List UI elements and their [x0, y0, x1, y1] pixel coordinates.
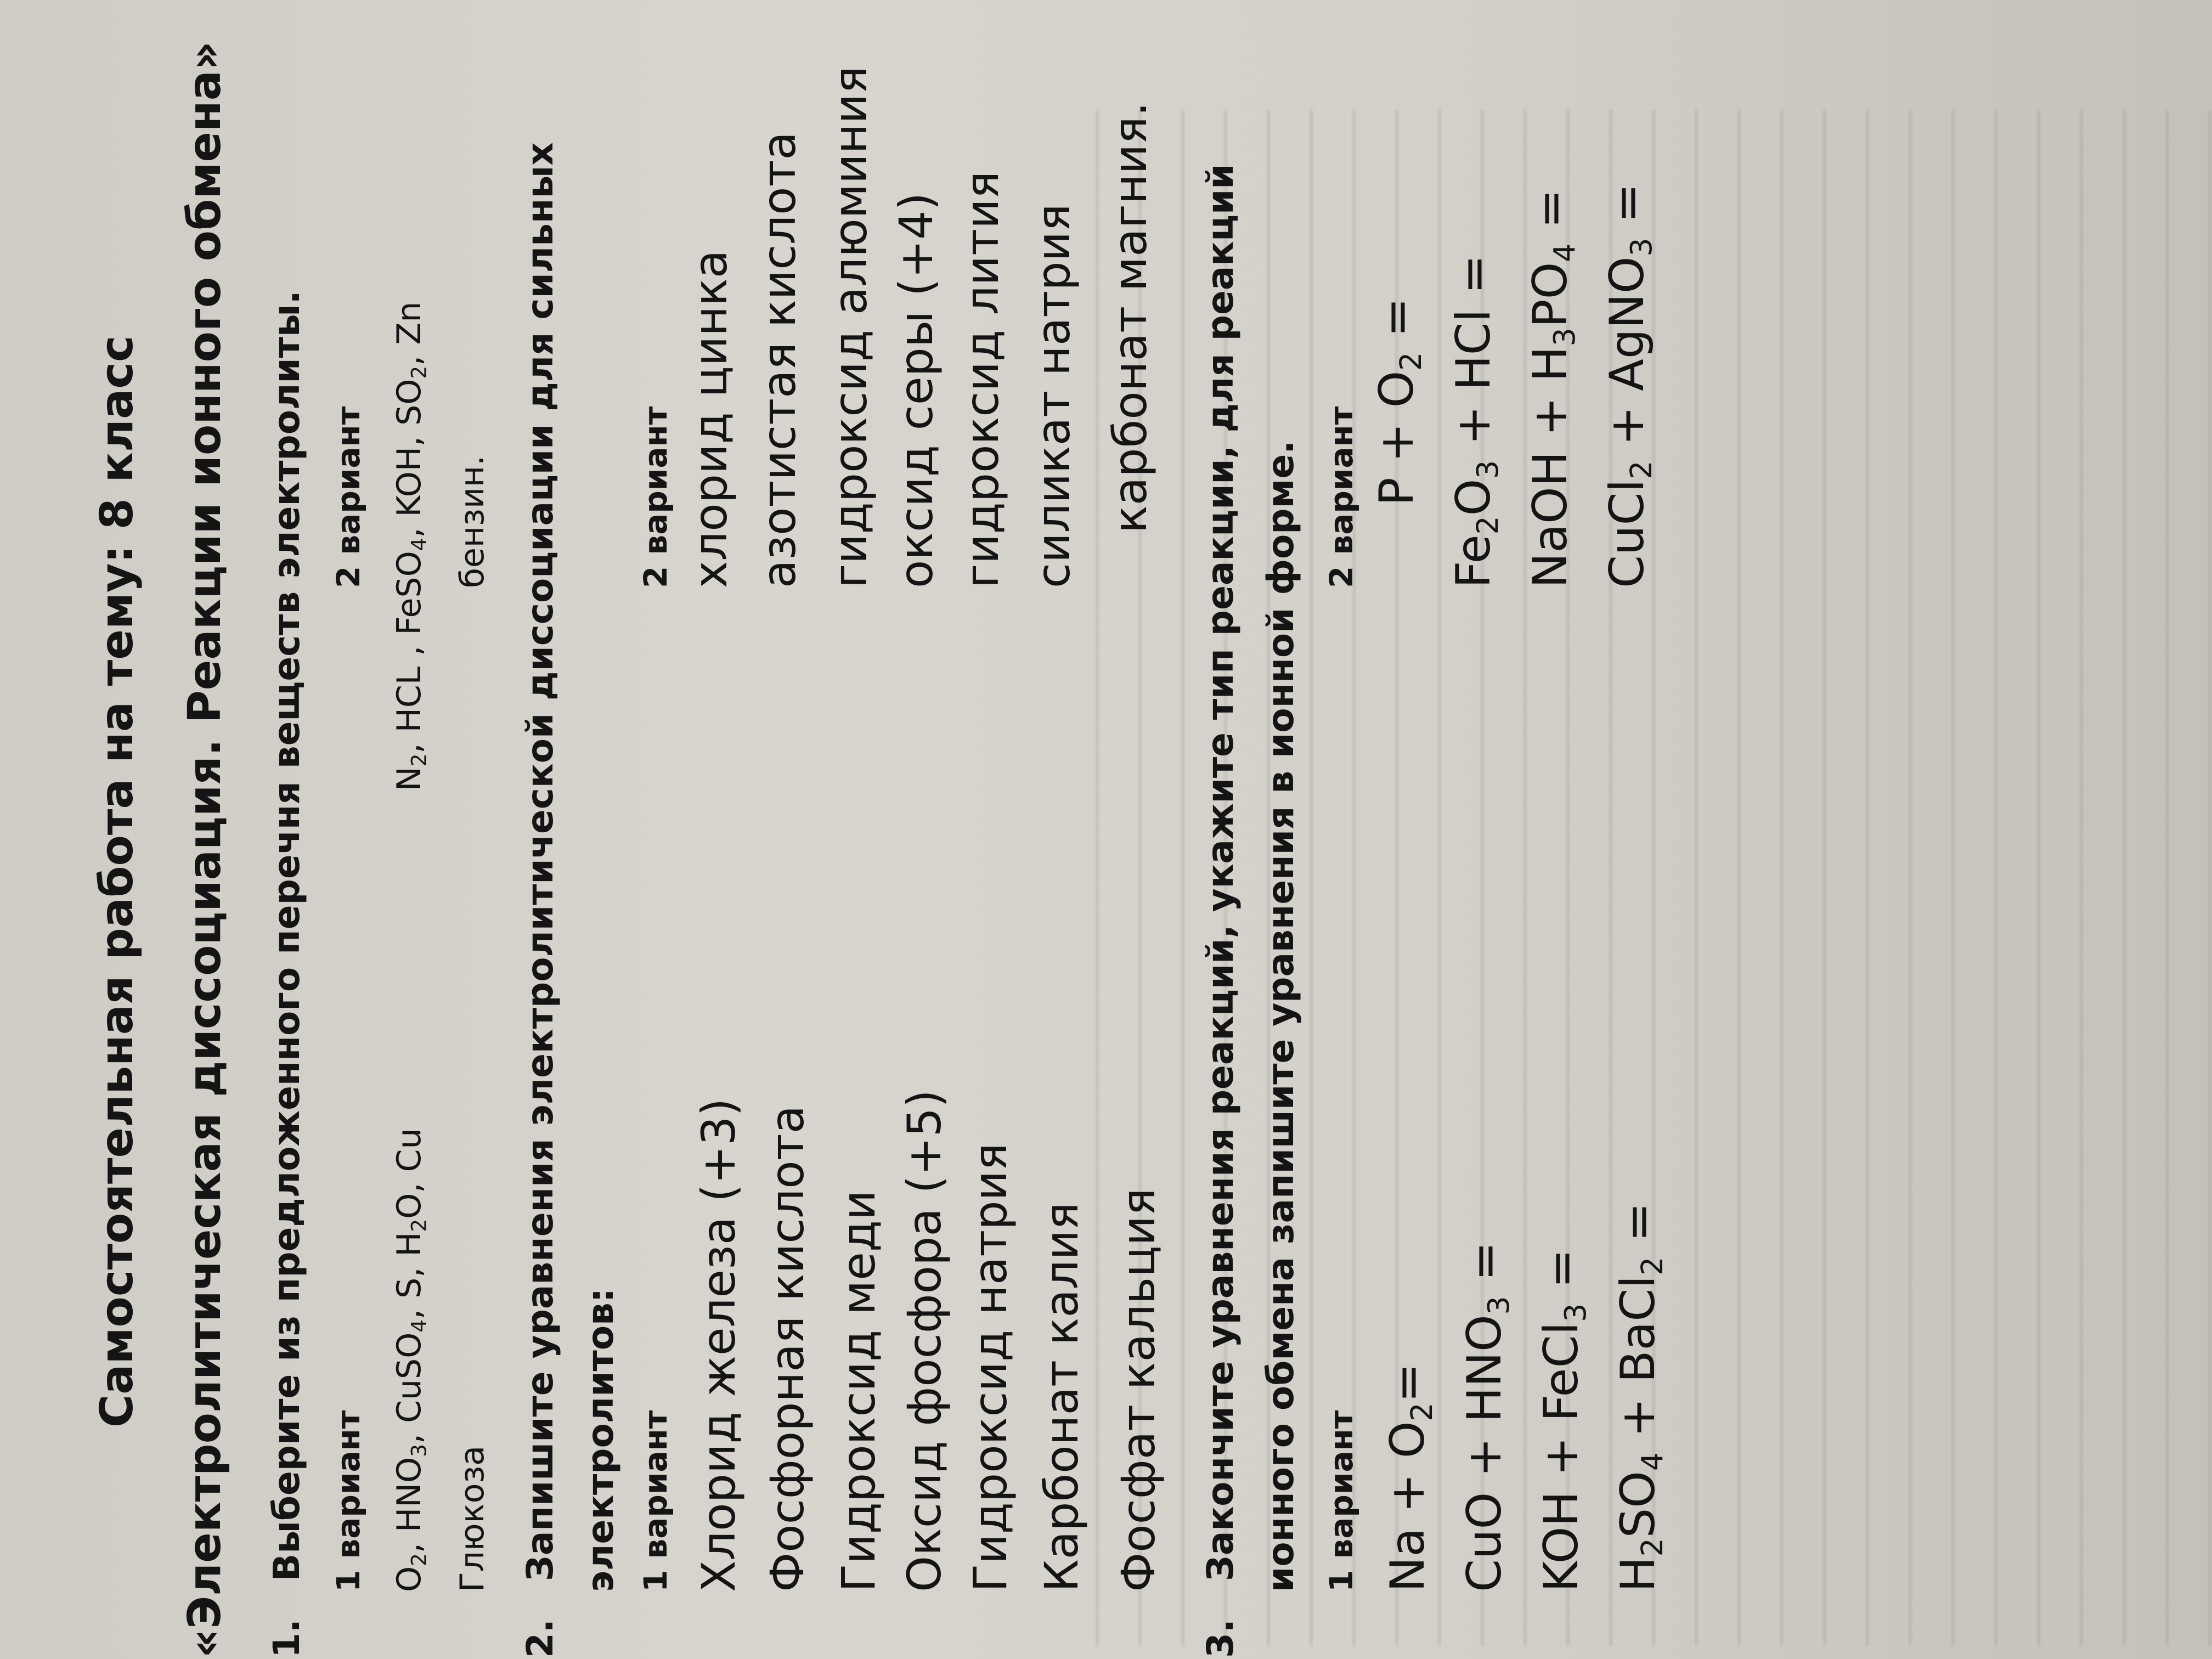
formula-part: Na + O — [1380, 1421, 1435, 1592]
task3-text-line2: ионного обмена запишите уравнения в ионной форме. — [1260, 440, 1302, 1592]
task2-heading — [519, 142, 561, 1658]
formula-subscript: 2 — [1635, 1256, 1669, 1276]
formula-part: O, Cu — [390, 1128, 428, 1219]
formula-part: O — [1446, 478, 1501, 516]
task2-variant1-substance: Оксид фосфора (+5) — [898, 1090, 951, 1592]
task3-number: 3. — [1199, 1619, 1242, 1658]
formula-part: = — [1611, 1202, 1666, 1257]
formula-part: , HCL , FeSO — [390, 551, 428, 754]
formula-subscript: 3 — [1624, 238, 1658, 257]
task3-variant2-equation — [1446, 255, 1505, 588]
task3-text-line1: Закончите уравнения реакций, укажите тип реакции, для реакций — [1199, 163, 1242, 1582]
task1-heading — [266, 290, 308, 1658]
formula-part: = — [1534, 1249, 1589, 1304]
formula-subscript: 2 — [407, 365, 431, 379]
task2-variant1-substance: Карбонат калия — [1035, 1202, 1088, 1592]
formula-part: , KOH, SO — [390, 379, 428, 538]
task1-variant1-formulas — [390, 1128, 431, 1592]
formula-subscript: 3 — [1558, 1303, 1593, 1322]
task3-variant1-equation — [1534, 1249, 1593, 1592]
task1-number: 1. — [266, 1619, 308, 1658]
formula-subscript: 4 — [407, 538, 431, 551]
task2-variant1-substance: Гидроксид меди — [832, 1190, 885, 1592]
task3-variant1-equation — [1611, 1202, 1669, 1593]
task2-variant2-substance: хлорид цинка — [684, 250, 737, 588]
formula-part: SO — [1611, 1471, 1666, 1538]
task3-variant2-label: 2 вариант — [1323, 406, 1360, 588]
formula-subscript: 2 — [1635, 1538, 1669, 1557]
task2-variant2-substance: гидроксид алюминия — [823, 66, 877, 588]
task2-variant1-label: 1 вариант — [637, 1410, 674, 1592]
task1-text: Выберите из предложенного перечня веществ электролиты. — [266, 290, 308, 1582]
task1-variant1-label: 1 вариант — [330, 1410, 367, 1592]
task1-variant2-formulas — [390, 301, 431, 791]
formula-part: P + O — [1369, 370, 1424, 506]
task2-variant1-substance: Гидроксид натрия — [963, 1143, 1017, 1592]
task1-variant2-extra: бензин. — [453, 455, 492, 588]
worksheet — [20, 1, 2192, 1658]
task2-variant2-substance: азотистая кислота — [752, 132, 806, 588]
formula-part: , CuSO — [390, 1332, 428, 1444]
task2-variant2-label: 2 вариант — [637, 406, 674, 588]
task3-variant1-equation — [1457, 1242, 1516, 1592]
task2-text-line2: электролитов: — [579, 1288, 622, 1592]
formula-part: CuO + HNO — [1457, 1314, 1512, 1592]
formula-part: + AgNO — [1600, 256, 1655, 461]
task2-variant2-substance: силикат натрия — [1026, 204, 1080, 588]
formula-subscript: 3 — [1470, 460, 1505, 479]
formula-part: = — [1380, 1363, 1435, 1403]
formula-part: + BaCl — [1611, 1275, 1666, 1453]
formula-part: PO — [1523, 262, 1578, 328]
task3-variant1-label: 1 вариант — [1323, 1410, 1360, 1592]
task2-variant1-substance: Фосфорная кислота — [760, 1105, 814, 1592]
task2-variant1-substance: Фосфат кальция — [1111, 1188, 1165, 1592]
task1-variant1-extra: Глюкоза — [453, 1445, 492, 1592]
worksheet-subtitle: «Электролитическая диссоциация. Реакции ионного обмена» — [179, 41, 231, 1658]
task3-heading — [1199, 164, 1242, 1658]
task3-variant2-equation — [1523, 189, 1582, 588]
formula-part: , Zn — [390, 301, 428, 366]
formula-subscript: 3 — [1481, 1296, 1516, 1315]
formula-part: H — [1611, 1556, 1666, 1592]
formula-part: = — [1369, 297, 1424, 352]
formula-subscript: 3 — [407, 1444, 431, 1457]
formula-part: = — [1600, 183, 1655, 238]
formula-subscript: 2 — [1624, 460, 1658, 479]
task2-text-line1: Запишите уравнения электролитической диссоциации для сильных — [519, 142, 561, 1582]
formula-subscript: 2 — [407, 1553, 431, 1566]
formula-part: , HNO — [390, 1457, 428, 1554]
formula-subscript: 2 — [1470, 516, 1505, 535]
formula-part: + HCl = — [1446, 255, 1501, 460]
formula-part: CuCl — [1600, 479, 1655, 588]
formula-part: O — [390, 1566, 428, 1592]
formula-subscript: 2 — [1393, 352, 1428, 371]
task1-variant2-label: 2 вариант — [330, 406, 367, 588]
formula-subscript: 2 — [407, 753, 431, 767]
formula-subscript: 4 — [407, 1319, 431, 1333]
formula-subscript: 2 — [407, 1218, 431, 1232]
formula-part: = — [1523, 189, 1578, 244]
formula-part: Fe — [1446, 534, 1501, 588]
formula-subscript: 4 — [1547, 243, 1582, 262]
task3-variant2-equation — [1369, 297, 1428, 506]
task3-variant2-equation — [1600, 183, 1658, 588]
formula-part: KOH + FeCl — [1534, 1322, 1589, 1592]
formula-subscript: 3 — [1547, 328, 1582, 347]
task2-variant2-substance: карбонат магния. — [1103, 101, 1157, 533]
formula-part: , S, H — [390, 1232, 428, 1319]
formula-part: N — [390, 766, 428, 791]
formula-part: NaOH + H — [1523, 346, 1578, 588]
formula-part: = — [1457, 1242, 1512, 1296]
worksheet-title: Самостоятельная работа на тему: 8 класс — [91, 335, 143, 1427]
formula-subscript: 4 — [1635, 1452, 1669, 1471]
task2-variant2-substance: гидроксид лития — [955, 171, 1009, 588]
task2-number: 2. — [519, 1619, 561, 1658]
task2-variant1-substance: Хлорид железа (+3) — [692, 1098, 746, 1592]
task2-variant2-substance: оксид серы (+4) — [889, 192, 943, 588]
task3-variant1-equation — [1380, 1363, 1439, 1592]
formula-subscript: 2 — [1404, 1402, 1439, 1421]
